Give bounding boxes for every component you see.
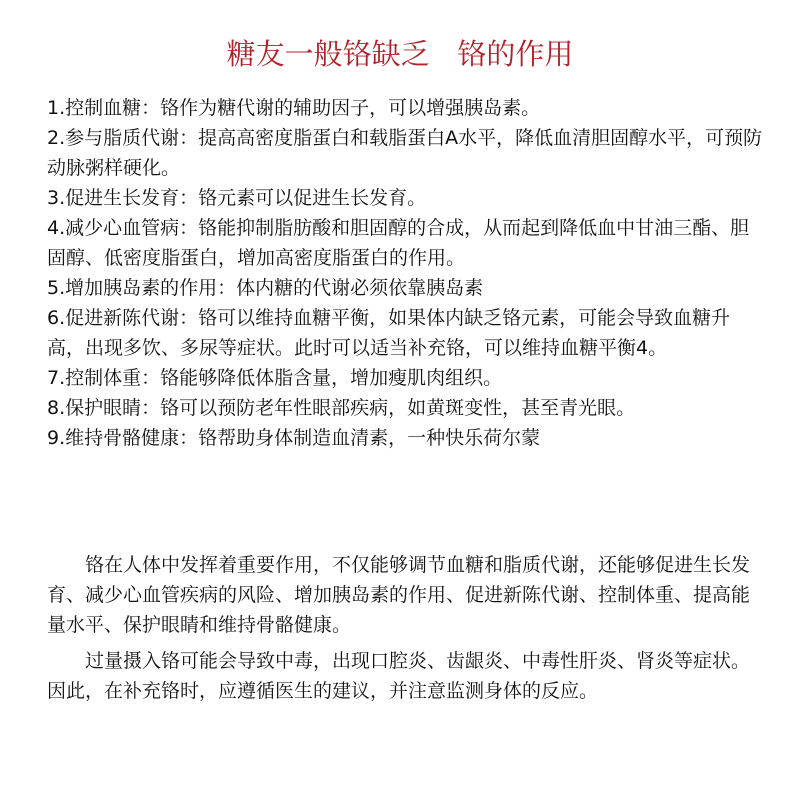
page-title: 糖友一般铬缺乏 铬的作用 <box>226 37 574 71</box>
list-item: 2.参与脂质代谢：提高高密度脂蛋白和载脂蛋白A水平，降低血清胆固醇水平，可预防动脉粥样硬化。 <box>47 127 763 179</box>
list-item: 5.增加胰岛素的作用：体内糖的代谢必须依靠胰岛素 <box>47 277 484 299</box>
list-item: 4.减少心血管病：铬能抑制脂肪酸和胆固醇的合成，从而起到降低血中甘油三酯、胆固醇、低密度脂蛋白，增加高密度脂蛋白的作用。 <box>47 217 750 269</box>
list-item: 6.促进新陈代谢：铬可以维持血糖平衡，如果体内缺乏铬元素，可能会导致血糖升高，出现多饮、多尿等症状。此时可以适当补充铬，可以维持血糖平衡4。 <box>47 307 731 359</box>
summary-paragraph: 铬在人体中发挥着重要作用，不仅能够调节血糖和脂质代谢，还能够促进生长发育、减少心血管疾病的风险、增加胰岛素的作用、促进新陈代谢、控制体重、提高能量水平、保护眼睛和维持骨骼健康。 <box>47 554 751 636</box>
summary-section <box>47 550 753 712</box>
list-item: 9.维持骨骼健康：铬帮助身体制造血清素，一种快乐荷尔蒙 <box>47 427 541 449</box>
list-item: 1.控制血糖：铬作为糖代谢的辅助因子，可以增强胰岛素。 <box>47 97 541 119</box>
warning-paragraph: 过量摄入铬可能会导致中毒，出现口腔炎、齿龈炎、中毒性肝炎、肾炎等症状。因此，在补充铬时，应遵循医生的建议，并注意监测身体的反应。 <box>47 650 751 702</box>
list-item: 8.保护眼睛：铬可以预防老年性眼部疾病，如黄斑变性，甚至青光眼。 <box>47 397 636 419</box>
benefits-list <box>47 93 767 453</box>
list-item: 3.促进生长发育：铬元素可以促进生长发育。 <box>47 187 427 209</box>
list-item: 7.控制体重：铬能够降低体脂含量，增加瘦肌肉组织。 <box>47 367 503 389</box>
